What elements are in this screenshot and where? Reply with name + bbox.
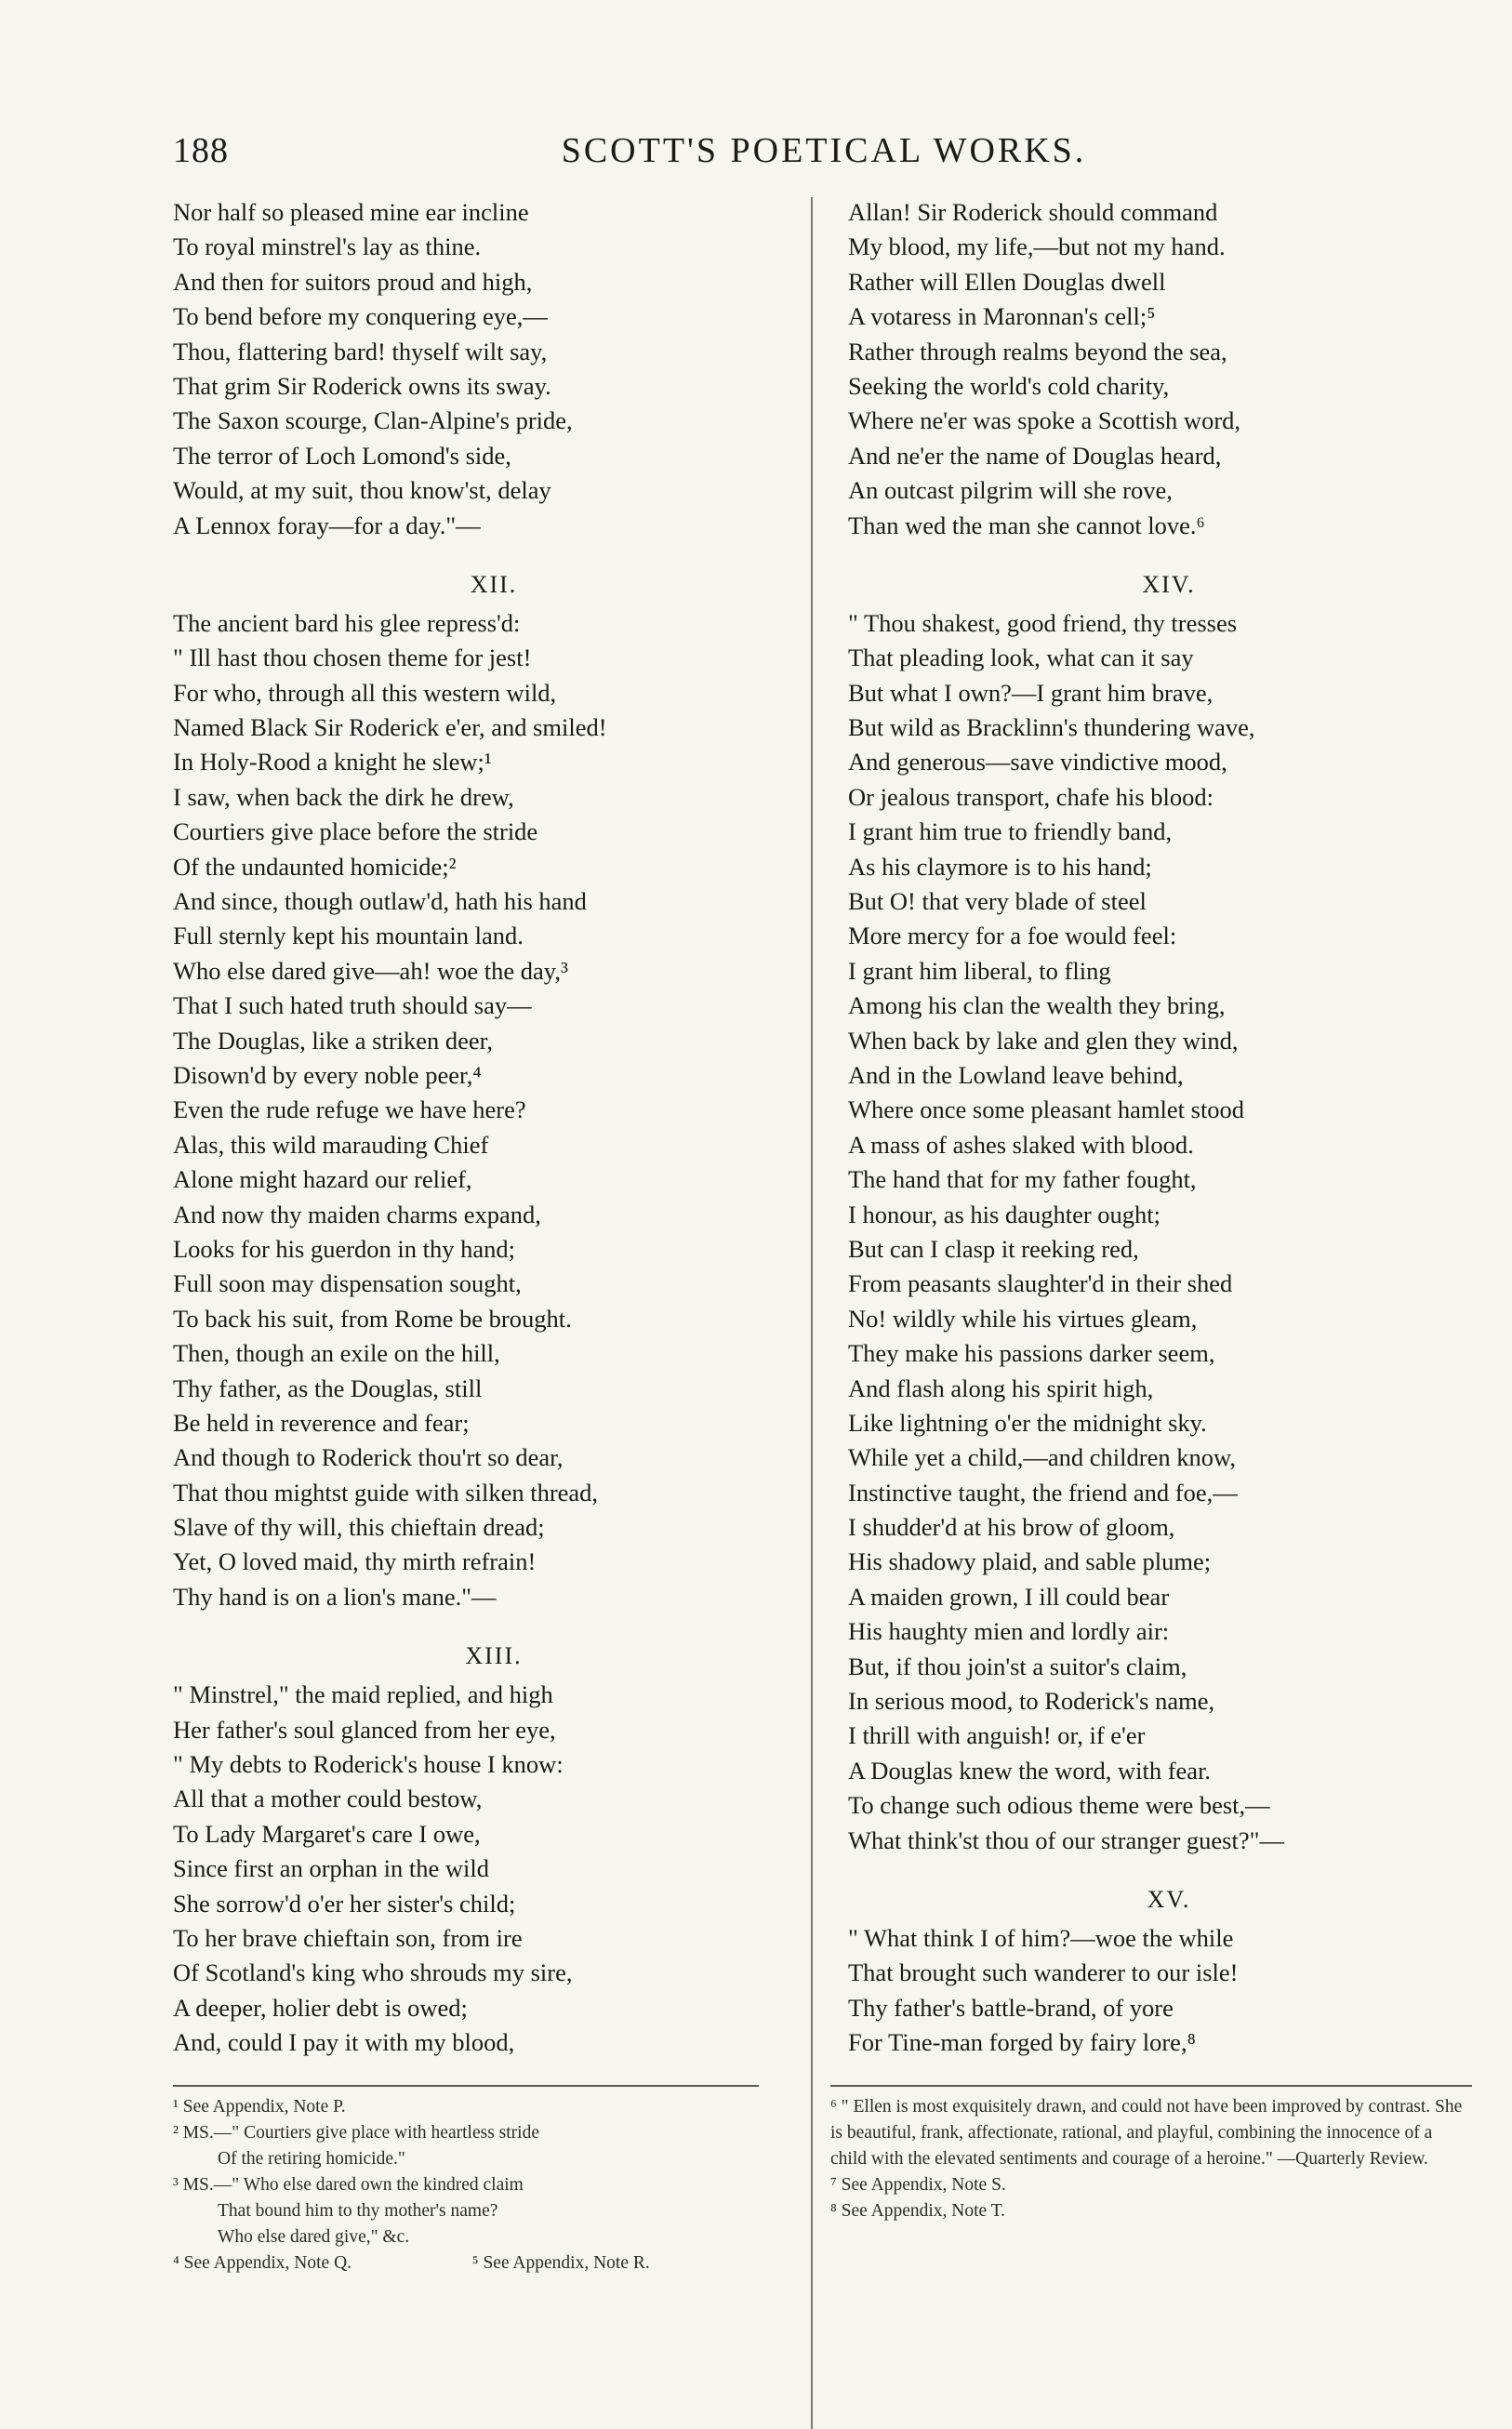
verse-line: And in the Lowland leave behind, xyxy=(848,1060,1184,1089)
verse-line: And ne'er the name of Douglas heard, xyxy=(848,441,1222,470)
verse-line: Since first an orphan in the wild xyxy=(173,1854,490,1883)
verse-line: A votaress in Maronnan's cell;⁵ xyxy=(848,302,1156,331)
verse-line: Looks for his guerdon in thy hand; xyxy=(173,1234,516,1263)
verse-line: My blood, my life,—but not my hand. xyxy=(848,232,1226,261)
verse-line: For Tine-man forged by fairy lore,⁸ xyxy=(848,2028,1196,2057)
right-intro-lines xyxy=(848,195,1490,543)
verse-line: I thrill with anguish! or, if e'er xyxy=(848,1721,1146,1750)
verse-line: " Minstrel," the maid replied, and high xyxy=(173,1680,553,1709)
running-title: SCOTT'S POETICAL WORKS. xyxy=(561,131,1087,170)
verse-line: Rather through realms beyond the sea, xyxy=(848,337,1227,365)
verse-line: To change such odious theme were best,— xyxy=(848,1791,1270,1820)
verse-line: When back by lake and glen they wind, xyxy=(848,1026,1239,1055)
verse-line: To royal minstrel's lay as thine. xyxy=(173,232,482,261)
verse-line: And since, though outlaw'd, hath his hand xyxy=(173,887,587,916)
verse-line: Full sternly kept his mountain land. xyxy=(173,922,524,950)
footnote-2: ² MS.—" Courtiers give place with heartless stride xyxy=(173,2123,539,2143)
verse-line: For who, through all this western wild, xyxy=(173,678,557,707)
verse-line: Slave of thy will, this chieftain dread; xyxy=(173,1513,545,1542)
verse-line: Named Black Sir Roderick e'er, and smiled! xyxy=(173,713,607,742)
verse-line: The hand that for my father fought, xyxy=(848,1165,1197,1194)
right-footnotes xyxy=(830,2094,1472,2224)
footnote-7: ⁷ See Appendix, Note S. xyxy=(830,2175,1006,2195)
verse-line: Among his clan the wealth they bring, xyxy=(848,991,1226,1020)
verse-line: Of Scotland's king who shrouds my sire, xyxy=(173,1958,573,1987)
verse-line: Courtiers give place before the stride xyxy=(173,817,538,846)
verse-line: Like lightning o'er the midnight sky. xyxy=(848,1408,1207,1437)
footnote-3: ³ MS.—" Who else dared own the kindred claim xyxy=(173,2175,524,2195)
stanza-xiii xyxy=(173,1678,815,2060)
stanza-heading-xv: XV. xyxy=(1147,1885,1191,1913)
right-column xyxy=(848,195,1490,2061)
verse-line: That grim Sir Roderick owns its sway. xyxy=(173,371,551,400)
verse-line: She sorrow'd o'er her sister's child; xyxy=(173,1889,516,1918)
verse-line: That I such hated truth should say— xyxy=(173,991,532,1020)
verse-line: Even the rude refuge we have here? xyxy=(173,1095,526,1124)
footnote-5: ⁵ See Appendix, Note R. xyxy=(471,2253,650,2273)
stanza-heading-xiv: XIV. xyxy=(1142,570,1196,598)
verse-line: His shadowy plaid, and sable plume; xyxy=(848,1547,1212,1576)
verse-line: A Lennox foray—for a day."— xyxy=(173,511,481,539)
verse-line: The Douglas, like a striken deer, xyxy=(173,1026,494,1055)
verse-line: Thou, flattering bard! thyself wilt say, xyxy=(173,337,548,365)
footnote-3-cont-a: That bound him to thy mother's name? xyxy=(218,2201,498,2221)
verse-line: More mercy for a foe would feel: xyxy=(848,922,1177,950)
verse-line: Of the undaunted homicide;² xyxy=(173,852,457,881)
verse-line: His haughty mien and lordly air: xyxy=(848,1617,1170,1646)
verse-line: " Ill hast thou chosen theme for jest! xyxy=(173,644,532,672)
verse-line: Thy father, as the Douglas, still xyxy=(173,1374,483,1402)
verse-line: But can I clasp it reeking red, xyxy=(848,1234,1139,1263)
footnote-8: ⁸ See Appendix, Note T. xyxy=(830,2201,1006,2221)
verse-line: I shudder'd at his brow of gloom, xyxy=(848,1513,1175,1542)
verse-line: As his claymore is to his hand; xyxy=(848,852,1152,881)
verse-line: Full soon may dispensation sought, xyxy=(173,1269,522,1298)
footnote-4: ⁴ See Appendix, Note Q. xyxy=(173,2253,352,2273)
verse-line: Nor half so pleased mine ear incline xyxy=(173,198,529,226)
verse-line: Where once some pleasant hamlet stood xyxy=(848,1095,1245,1124)
verse-line: I honour, as his daughter ought; xyxy=(848,1200,1161,1228)
verse-line: To her brave chieftain son, from ire xyxy=(173,1923,523,1952)
verse-line: In serious mood, to Roderick's name, xyxy=(848,1687,1215,1716)
verse-line: But O! that very blade of steel xyxy=(848,887,1147,916)
verse-line: A mass of ashes slaked with blood. xyxy=(848,1130,1194,1159)
verse-line: Allan! Sir Roderick should command xyxy=(848,198,1218,226)
verse-line: In Holy-Rood a knight he slew;¹ xyxy=(173,748,492,776)
verse-line: Then, though an exile on the hill, xyxy=(173,1339,500,1368)
verse-line: And though to Roderick thou'rt so dear, xyxy=(173,1443,564,1472)
verse-line: I grant him true to friendly band, xyxy=(848,817,1173,846)
footnote-4-5 xyxy=(173,2250,796,2276)
verse-line: To back his suit, from Rome be brought. xyxy=(173,1304,572,1333)
left-footnote-rule xyxy=(173,2085,759,2087)
verse-line: A deeper, holier debt is owed; xyxy=(173,1993,468,2022)
verse-line: That brought such wanderer to our isle! xyxy=(848,1958,1239,1987)
footnote-2-cont: Of the retiring homicide." xyxy=(218,2149,405,2169)
verse-line: Thy hand is on a lion's mane."— xyxy=(173,1582,497,1611)
verse-line: And now thy maiden charms expand, xyxy=(173,1200,541,1228)
stanza-xii xyxy=(173,606,815,1614)
verse-line: But wild as Bracklinn's thundering wave, xyxy=(848,713,1255,742)
verse-line: No! wildly while his virtues gleam, xyxy=(848,1304,1198,1333)
verse-line: I grant him liberal, to fling xyxy=(848,956,1111,985)
verse-line: Yet, O loved maid, thy mirth refrain! xyxy=(173,1547,537,1576)
verse-line: Than wed the man she cannot love.⁶ xyxy=(848,511,1205,539)
verse-line: A Douglas knew the word, with fear. xyxy=(848,1756,1212,1785)
verse-line: I saw, when back the dirk he drew, xyxy=(173,782,514,811)
verse-line: Disown'd by every noble peer,⁴ xyxy=(173,1060,482,1089)
verse-line: The ancient bard his glee repress'd: xyxy=(173,608,521,637)
left-intro-lines xyxy=(173,195,815,543)
verse-line: Rather will Ellen Douglas dwell xyxy=(848,267,1166,296)
verse-line: To bend before my conquering eye,— xyxy=(173,302,548,331)
right-footnote-rule xyxy=(830,2085,1472,2087)
verse-line: Who else dared give—ah! woe the day,³ xyxy=(173,956,568,985)
footnote-3-cont-b: Who else dared give," &c. xyxy=(218,2227,410,2247)
verse-line: Where ne'er was spoke a Scottish word, xyxy=(848,406,1241,435)
verse-line: That pleading look, what can it say xyxy=(848,644,1194,672)
verse-line: Be held in reverence and fear; xyxy=(173,1408,470,1437)
verse-line: From peasants slaughter'd in their shed xyxy=(848,1269,1233,1298)
verse-line: " Thou shakest, good friend, thy tresses xyxy=(848,608,1238,637)
verse-line: Thy father's battle-brand, of yore xyxy=(848,1993,1174,2022)
stanza-heading-xii: XII. xyxy=(470,570,518,598)
verse-line: That thou mightst guide with silken thread, xyxy=(173,1478,599,1507)
left-column xyxy=(173,195,815,2061)
footnote-1: ¹ See Appendix, Note P. xyxy=(173,2097,346,2117)
verse-line: Or jealous transport, chafe his blood: xyxy=(848,782,1214,811)
verse-line: And flash along his spirit high, xyxy=(848,1374,1154,1402)
verse-line: The terror of Loch Lomond's side, xyxy=(173,441,511,470)
page-header xyxy=(173,130,1475,177)
verse-line: But what I own?—I grant him brave, xyxy=(848,678,1214,707)
verse-line: A maiden grown, I ill could bear xyxy=(848,1582,1170,1611)
verse-line: Her father's soul glanced from her eye, xyxy=(173,1715,556,1744)
stanza-xv xyxy=(848,1921,1490,2061)
verse-line: But, if thou join'st a suitor's claim, xyxy=(848,1652,1187,1680)
verse-line: Alas, this wild marauding Chief xyxy=(173,1130,489,1159)
stanza-xiv xyxy=(848,606,1490,1858)
verse-line: And, could I pay it with my blood, xyxy=(173,2028,515,2057)
verse-line: Alone might hazard our relief, xyxy=(173,1165,472,1194)
verse-line: Would, at my suit, thou know'st, delay xyxy=(173,476,551,505)
verse-line: What think'st thou of our stranger guest?"— xyxy=(848,1825,1284,1854)
verse-line: The Saxon scourge, Clan-Alpine's pride, xyxy=(173,406,573,435)
verse-line: They make his passions darker seem, xyxy=(848,1339,1215,1368)
verse-line: An outcast pilgrim will she rove, xyxy=(848,476,1173,505)
stanza-heading-xiii: XIII. xyxy=(465,1642,523,1670)
footnote-6: ⁶ " Ellen is most exquisitely drawn, and could not have been improved by contrast. She is beautiful, frank, affectionate, rational, and playful, combining the innocence of a child with the elevated sentiments and courage of a heroine." —Quarterly Review. xyxy=(830,2097,1463,2169)
verse-line: To Lady Margaret's care I owe, xyxy=(173,1819,481,1848)
verse-line: While yet a child,—and children know, xyxy=(848,1443,1236,1472)
verse-line: And generous—save vindictive mood, xyxy=(848,748,1227,776)
page-number: 188 xyxy=(173,131,229,170)
verse-line: Seeking the world's cold charity, xyxy=(848,371,1170,400)
verse-line: And then for suitors proud and high, xyxy=(173,267,533,296)
verse-line: " What think I of him?—woe the while xyxy=(848,1923,1234,1952)
left-footnotes xyxy=(173,2094,796,2276)
verse-line: All that a mother could bestow, xyxy=(173,1785,483,1813)
verse-line: " My debts to Roderick's house I know: xyxy=(173,1750,564,1779)
verse-line: Instinctive taught, the friend and foe,— xyxy=(848,1478,1238,1507)
